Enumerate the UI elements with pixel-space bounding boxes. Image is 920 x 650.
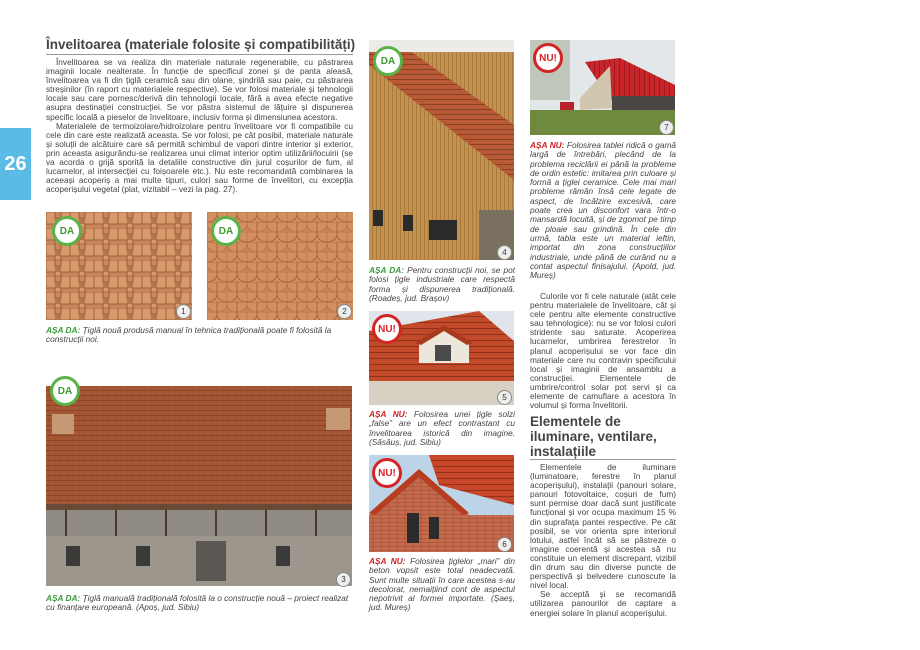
caption-photo-5: AȘA NU: Folosirea unei țigle solzi „false” are un efect contrastant cu învelitoarea istorică din imagine. (Săsăuș, jud. Sibiu) (369, 409, 515, 447)
photo-number: 2 (337, 304, 352, 319)
photo-number: 3 (336, 572, 351, 587)
photo-number: 1 (176, 304, 191, 319)
paragraph: Culorile vor fi cele naturale (atât cele pentru materialele de învelitoare, cât și cele pentru alte elemente constructive sau tehnologice): nu se vor folosi culori stridente sau saturate. Acoperirea lucarnelor, umbrirea ferestrelor în planul acoperișului se vor face din materiale care nu contravin specificului local și imaginii de ansamblu a construcției. Elementele de umbrire/control solar pot servi și ca elemente de camuflare a acestora în volumul și forma învelitorii. (530, 291, 676, 411)
photo-traditional-roof-building (46, 386, 352, 586)
da-badge: DA (373, 46, 403, 76)
caption-photos-1-2: AȘA DA: Țiglă nouă produsă manual în tehnica tradițională poate fi folosită la construcții noi. (46, 325, 332, 345)
caption-photo-4: AȘA DA: Pentru construcții noi, se pot folosi țigle industriale care respectă forma și dispunerea tradițională. (Roadeș, jud. Brașov) (369, 265, 516, 303)
roofing-body-text (46, 58, 353, 194)
caption-photo-7: AȘA NU: Folosirea tablei ridică o gamă largă de întrebări, plecând de la problema reciclării ei până la probleme de ordin estetic: imitarea prin culoare și formă a țiglei ceramice. Cele mai mari probleme rămân însă cele legate de aspect, de încălzire excesivă, care poate crea un disconfort vara într-o mansardă locuită, și de zgomot pe timp de ploaie sau grindină. În cele din urmă, tabla este un material ieftin, importat din zona construcțiilor industriale, unde până de curând nu a contat aspectul finisajului. (Apold, jud. Mureș) (530, 140, 676, 281)
colors-body-text (530, 292, 676, 410)
photo-number: 6 (497, 537, 512, 552)
photo-number: 4 (497, 245, 512, 260)
caption-photo-3: AȘA DA: Țiglă manuală tradițională folosită la o construcție nouă – proiect realizat cu finanțare europeană. (Apoș, jud. Sibiu) (46, 593, 349, 613)
paragraph: Se acceptă și se recomandă utilizarea panourilor de captare a energiei solare în planul acoperișului. (530, 589, 676, 618)
page-number-tab (0, 128, 31, 200)
section2-underline (530, 459, 676, 460)
section-title-lighting: Elementele de iluminare, ventilare, instalațiile (530, 414, 657, 459)
lighting-body-text (530, 463, 676, 618)
da-badge: DA (52, 216, 82, 246)
caption-photo-6: AȘA NU: Folosirea țiglelor „mari” din beton vopsit este total neadecvată. Sunt multe situații în care acestea s-au decolorat, nemaițiind cont de aspectul nepotrivit al formei importate. (Șaeș, jud. Mureș) (369, 556, 516, 613)
photo-number: 5 (497, 390, 512, 405)
section-title-roofing: Învelitoarea (materiale folosite și compatibilități) (46, 37, 356, 52)
da-badge: DA (211, 216, 241, 246)
nu-badge: NU! (372, 458, 402, 488)
page-number: 26 (4, 152, 27, 175)
paragraph: Materialele de termoizolare/hidroizolare pentru învelitoare vor fi compatibile cu cele din care este realizată aceasta. Se vor folosi, pe cât posibil, materiale naturale și soluții de alcătuire care să permită schimbul de vapori dintre interior și exterior, prin aceasta asigurându-se realizarea unui climat interior optim utilizării/locuirii (se va acorda o grijă sporită la detaliile constructive din jurul coșurilor de fum, al lucarnelor, al intersecției cu foișoarele etc.). Nu este recomandată combinarea la aceeași acoperiș a mai multe tipuri, culori sau forme de învelitori, cu excepția acoperișului vegetal (plat, vizitabil – vezi la pag. 27). (46, 120, 353, 195)
paragraph: Învelitoarea se va realiza din materiale naturale regenerabile, cu păstrarea imaginii locale nealterate. În funcție de specificul zonei și de panta aleasă, învelitoarea va fi din țiglă ceramică sau din olane, șindrilă sau paie, cu păstrarea streșinilor (în raport cu materialele respective). Se vor folosi materiale și tehnologii locale sau care pornesc/derivă din tehnologii locale, fără a avea efecte negative asupra destinației construcției. Se vor păstra sistemul de lățuire și dispunerea specific locală a pieselor de învelitoare, inclusiv forma și dimensiunea acestora. (46, 57, 353, 122)
nu-badge: NU! (533, 43, 563, 73)
photo-number: 7 (659, 120, 674, 135)
da-badge: DA (50, 376, 80, 406)
title-underline (46, 54, 353, 55)
paragraph: Elementele de iluminare (luminatoare, ferestre în planul acoperișului), instalații (panouri solare, panouri fotovoltaice, coșuri de fum) sunt permise doar dacă sunt justificate funcțional și vor ocupa maximum 15 % din suprafața pantei respective. Pe cât posibil, se vor orienta spre interiorul lotului, astfel încât să se păstreze o imagine coerentă și acestea să nu constituie un element discrepant, vizibil din drum sau din diverse puncte de perspectivă și belvedere cunoscute la nivel local. (530, 462, 676, 591)
nu-badge: NU! (372, 314, 402, 344)
